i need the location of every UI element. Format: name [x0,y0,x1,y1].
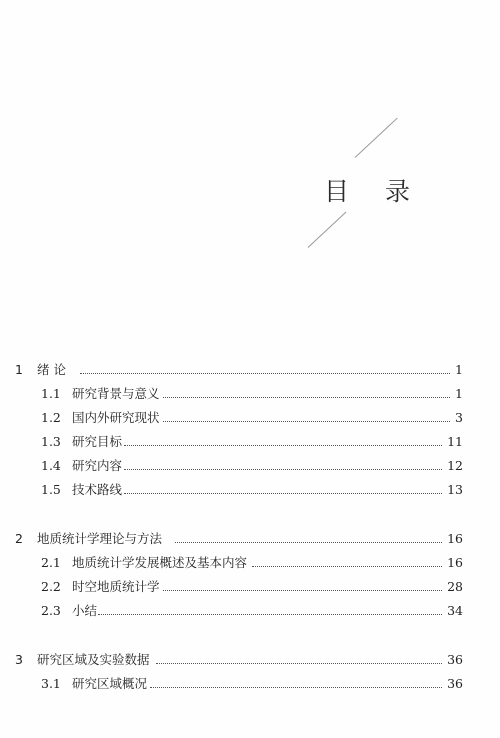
toc-dot-leader [124,469,442,470]
toc-entry-section-1-2[interactable] [0,408,500,428]
decorative-diagonal-line-top [355,118,398,158]
toc-page-number: 1 [455,362,463,377]
toc-dot-leader [175,542,442,543]
toc-dot-leader [252,566,442,567]
page-title: 目 录 [324,177,424,206]
toc-entry-section-1-4[interactable] [0,456,500,476]
toc-number: 1.1 [41,386,61,401]
toc-entry-section-1-3[interactable] [0,432,500,452]
toc-number: 2 [15,531,23,546]
toc-number: 2.3 [41,603,61,618]
toc-title: 研究区域概况 [72,676,148,691]
toc-dot-leader [156,663,442,664]
toc-page-number: 3 [455,410,463,425]
toc-title: 技术路线 [72,482,123,497]
toc-title: 研究背景与意义 [72,386,160,401]
toc-dot-leader [163,397,450,398]
toc-title: 地质统计学发展概述及基本内容 [72,555,248,570]
toc-title: 研究内容 [72,458,123,473]
toc-entry-chapter-1[interactable] [0,360,500,380]
toc-title: 研究区域及实验数据 [37,652,150,667]
toc-entry-section-2-2[interactable] [0,577,500,597]
toc-title: 国内外研究现状 [72,410,160,425]
toc-dot-leader [163,590,442,591]
toc-number: 2.2 [41,579,61,594]
toc-entry-chapter-2[interactable] [0,529,500,549]
toc-dot-leader [124,493,442,494]
toc-title: 绪 论 [37,362,66,377]
toc-dot-leader [80,373,450,374]
toc-entry-section-3-1[interactable] [0,674,500,694]
toc-title: 时空地质统计学 [72,579,160,594]
toc-number: 3 [15,652,23,667]
toc-entry-chapter-3[interactable] [0,650,500,670]
toc-dot-leader [163,421,450,422]
toc-entry-section-1-5[interactable] [0,480,500,500]
toc-page-number: 34 [447,603,463,618]
toc-title: 研究目标 [72,434,123,449]
toc-page-number: 1 [455,386,463,401]
toc-number: 1.4 [41,458,61,473]
toc-page-number: 13 [447,482,463,497]
toc-entry-section-2-1[interactable] [0,553,500,573]
toc-dot-leader [124,445,442,446]
decorative-diagonal-line-bottom [308,212,347,248]
toc-number: 3.1 [41,676,61,691]
toc-title: 地质统计学理论与方法 [37,531,163,546]
toc-page-number: 36 [447,652,463,667]
toc-page-number: 16 [447,531,463,546]
toc-page-number: 11 [447,434,463,449]
toc-page-number: 12 [447,458,463,473]
toc-page-number: 28 [447,579,463,594]
toc-entry-section-2-3[interactable] [0,601,500,621]
toc-dot-leader [150,687,442,688]
toc-title: 小结 [72,603,98,618]
toc-entry-section-1-1[interactable] [0,384,500,404]
toc-number: 2.1 [41,555,61,570]
toc-page-number: 36 [447,676,463,691]
toc-number: 1.5 [41,482,61,497]
toc-number: 1 [15,362,23,377]
toc-number: 1.2 [41,410,61,425]
toc-number: 1.3 [41,434,61,449]
toc-page-number: 16 [447,555,463,570]
toc-dot-leader [98,614,442,615]
